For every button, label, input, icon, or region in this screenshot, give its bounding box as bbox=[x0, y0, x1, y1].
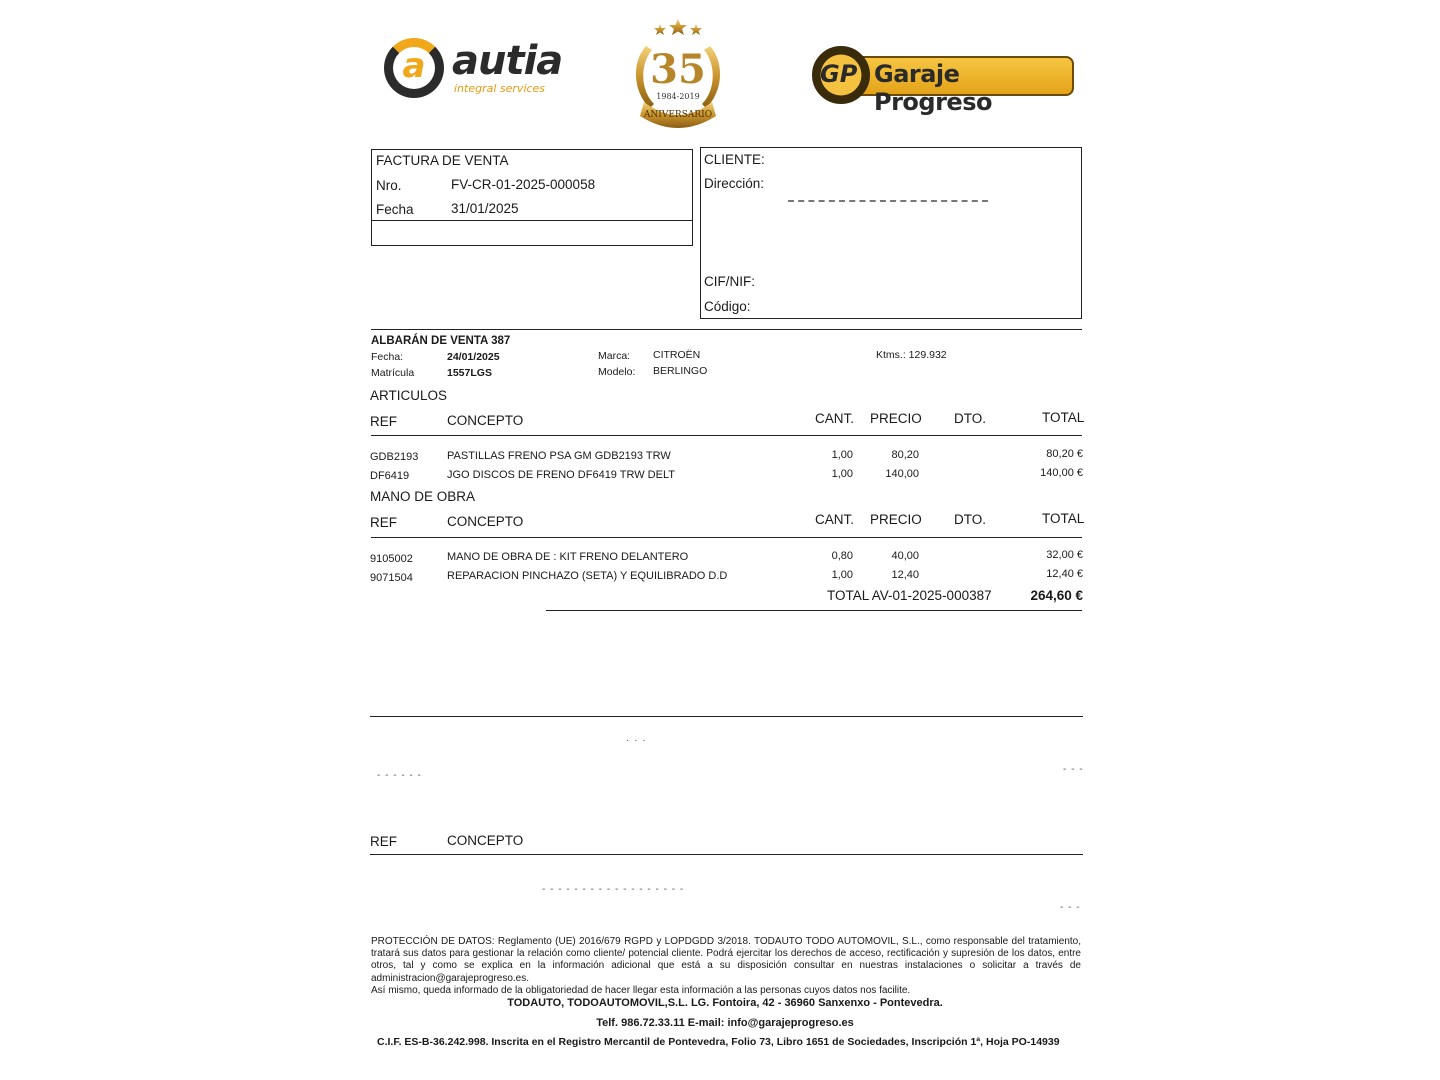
albaran-fecha-value: 24/01/2025 bbox=[447, 351, 500, 363]
gp-mark: GP bbox=[820, 60, 858, 88]
total-amount: 264,60 € bbox=[1030, 588, 1083, 603]
table-row-ref: 9105002 bbox=[370, 553, 413, 565]
table-row-total: 80,20 € bbox=[1046, 448, 1083, 460]
mano-obra-header-concepto: CONCEPTO bbox=[447, 514, 524, 529]
faded-mark: - - - bbox=[1063, 764, 1084, 775]
client-code-label: Código: bbox=[704, 299, 751, 314]
faded-mark: - - - bbox=[1060, 902, 1081, 913]
mano-obra-header-cant: CANT. bbox=[815, 512, 855, 527]
table-row-ref: 9071504 bbox=[370, 572, 413, 584]
table-row-cant: 1,00 bbox=[831, 569, 853, 581]
mano-obra-header-ref: REF bbox=[370, 515, 397, 530]
anniversary-label: ANIVERSARIO bbox=[643, 110, 713, 120]
data-protection-notice-2: Así mismo, queda informado de la obligatoriedad de hacer llegar esta información a las personas cuyos datos nos facilite. bbox=[371, 985, 911, 996]
albaran-fecha-label: Fecha: bbox=[371, 351, 404, 363]
table-row-precio: 140,00 bbox=[885, 468, 919, 480]
table-row-concepto: JGO DISCOS DE FRENO DF6419 TRW DELT bbox=[447, 469, 675, 481]
table-row-precio: 80,20 bbox=[891, 449, 919, 461]
albaran-modelo-value: BERLINGO bbox=[653, 365, 708, 377]
table-row-ref: GDB2193 bbox=[370, 451, 419, 463]
second-header-line bbox=[370, 854, 1083, 855]
mano-obra-header-dto: DTO. bbox=[954, 512, 987, 527]
second-header-concepto: CONCEPTO bbox=[447, 833, 524, 848]
albaran-matricula-label: Matrícula bbox=[371, 367, 415, 379]
table-row-precio: 40,00 bbox=[891, 550, 919, 562]
articulos-header-total: TOTAL bbox=[1042, 410, 1085, 425]
company-address: TODAUTO, TODOAUTOMOVIL,S.L. LG. Fontoira, 42 - 36960 Sanxenxo - Pontevedra. bbox=[507, 997, 943, 1009]
mano-obra-header-total: TOTAL bbox=[1042, 511, 1085, 526]
garaje-progreso-logo bbox=[810, 42, 1076, 116]
mano-obra-section-title: MANO DE OBRA bbox=[370, 489, 476, 504]
autia-logo bbox=[384, 32, 564, 104]
articulos-header-concepto: CONCEPTO bbox=[447, 413, 524, 428]
invoice-number: FV-CR-01-2025-000058 bbox=[451, 177, 596, 192]
articulos-section-title: ARTICULOS bbox=[370, 388, 448, 403]
client-cif-label: CIF/NIF: bbox=[704, 274, 755, 289]
invoice-date: 31/01/2025 bbox=[451, 201, 519, 216]
faded-mark: - - - - - - bbox=[377, 770, 422, 781]
articulos-header-precio: PRECIO bbox=[870, 411, 922, 426]
autia-name: autia bbox=[452, 38, 563, 84]
albaran-marca-label: Marca: bbox=[598, 350, 631, 362]
client-box bbox=[700, 147, 1082, 319]
data-protection-notice: PROTECCIÓN DE DATOS: Reglamento (UE) 2016/679 RGPD y LOPDGDD 3/2018. TODAUTO TODO AUTOMOVIL, S.L., como responsable del tratamiento, tratará sus datos para gestionar la relación como cliente/ potencial cliente. Podrá ejercitar los derechos de acceso, rectificación y supresión de los datos, entre otros, tal y como se explica en la información adicional que está a su disposición consultar en nuestras instalaciones o solicitar a través de administracion@garajeprogreso.es. bbox=[371, 936, 1081, 984]
albaran-title: ALBARÁN DE VENTA 387 bbox=[371, 335, 511, 347]
second-section-top-line bbox=[370, 716, 1083, 717]
garaje-name: Garaje Progreso bbox=[874, 60, 992, 116]
mano-obra-header-line bbox=[371, 537, 1082, 538]
invoice-nro-label: Nro. bbox=[376, 178, 402, 193]
table-row-cant: 1,00 bbox=[831, 468, 853, 480]
total-label: TOTAL AV-01-2025-000387 bbox=[827, 588, 992, 603]
autia-tagline: integral services bbox=[454, 82, 546, 95]
redacted-address bbox=[788, 200, 988, 206]
faded-mark: · · · bbox=[626, 735, 647, 746]
table-row-concepto: REPARACION PINCHAZO (SETA) Y EQUILIBRADO D.D bbox=[447, 570, 728, 582]
articulos-header-ref: REF bbox=[370, 414, 397, 429]
albaran-marca-value: CITROËN bbox=[653, 349, 701, 361]
table-row-total: 12,40 € bbox=[1046, 568, 1083, 580]
company-contact: Telf. 986.72.33.11 E-mail: info@garajeprogreso.es bbox=[596, 1017, 854, 1029]
mano-obra-header-precio: PRECIO bbox=[870, 512, 922, 527]
articulos-header-dto: DTO. bbox=[954, 411, 987, 426]
table-row-cant: 1,00 bbox=[831, 449, 853, 461]
anniversary-years: 1984-2019 bbox=[656, 92, 700, 101]
table-row-total: 32,00 € bbox=[1046, 549, 1083, 561]
table-row-concepto: MANO DE OBRA DE : KIT FRENO DELANTERO bbox=[447, 551, 689, 563]
table-row-cant: 0,80 bbox=[831, 550, 853, 562]
client-address-label: Dirección: bbox=[704, 176, 765, 191]
articulos-header-cant: CANT. bbox=[815, 411, 855, 426]
table-row-concepto: PASTILLAS FRENO PSA GM GDB2193 TRW bbox=[447, 450, 671, 462]
albaran-matricula-value: 1557LGS bbox=[447, 367, 492, 379]
anniversary-number: 35 bbox=[650, 46, 706, 93]
second-header-ref: REF bbox=[370, 834, 397, 849]
albaran-ktms: Ktms.: 129.932 bbox=[876, 349, 947, 361]
invoice-fecha-label: Fecha bbox=[376, 202, 414, 217]
albaran-top-line bbox=[371, 329, 1082, 330]
anniversary-badge bbox=[624, 16, 732, 132]
articulos-header-line bbox=[371, 435, 1082, 436]
albaran-modelo-label: Modelo: bbox=[598, 366, 636, 378]
autia-mark: a bbox=[402, 46, 426, 86]
faded-mark: - - - - - - - - - - - - - - - - - - bbox=[542, 884, 685, 895]
client-title: CLIENTE: bbox=[704, 152, 765, 167]
table-row-total: 140,00 € bbox=[1040, 467, 1083, 479]
table-row-precio: 12,40 bbox=[891, 569, 919, 581]
invoice-title: FACTURA DE VENTA bbox=[376, 153, 509, 168]
table-row-ref: DF6419 bbox=[370, 470, 410, 482]
total-underline bbox=[546, 610, 1082, 611]
company-registry: C.I.F. ES-B-36.242.998. Inscrita en el Registro Mercantil de Pontevedra, Folio 73, Libro 1651 de Sociedades, Inscripción 1ª, Hoja PO-14939 bbox=[377, 1036, 1060, 1048]
